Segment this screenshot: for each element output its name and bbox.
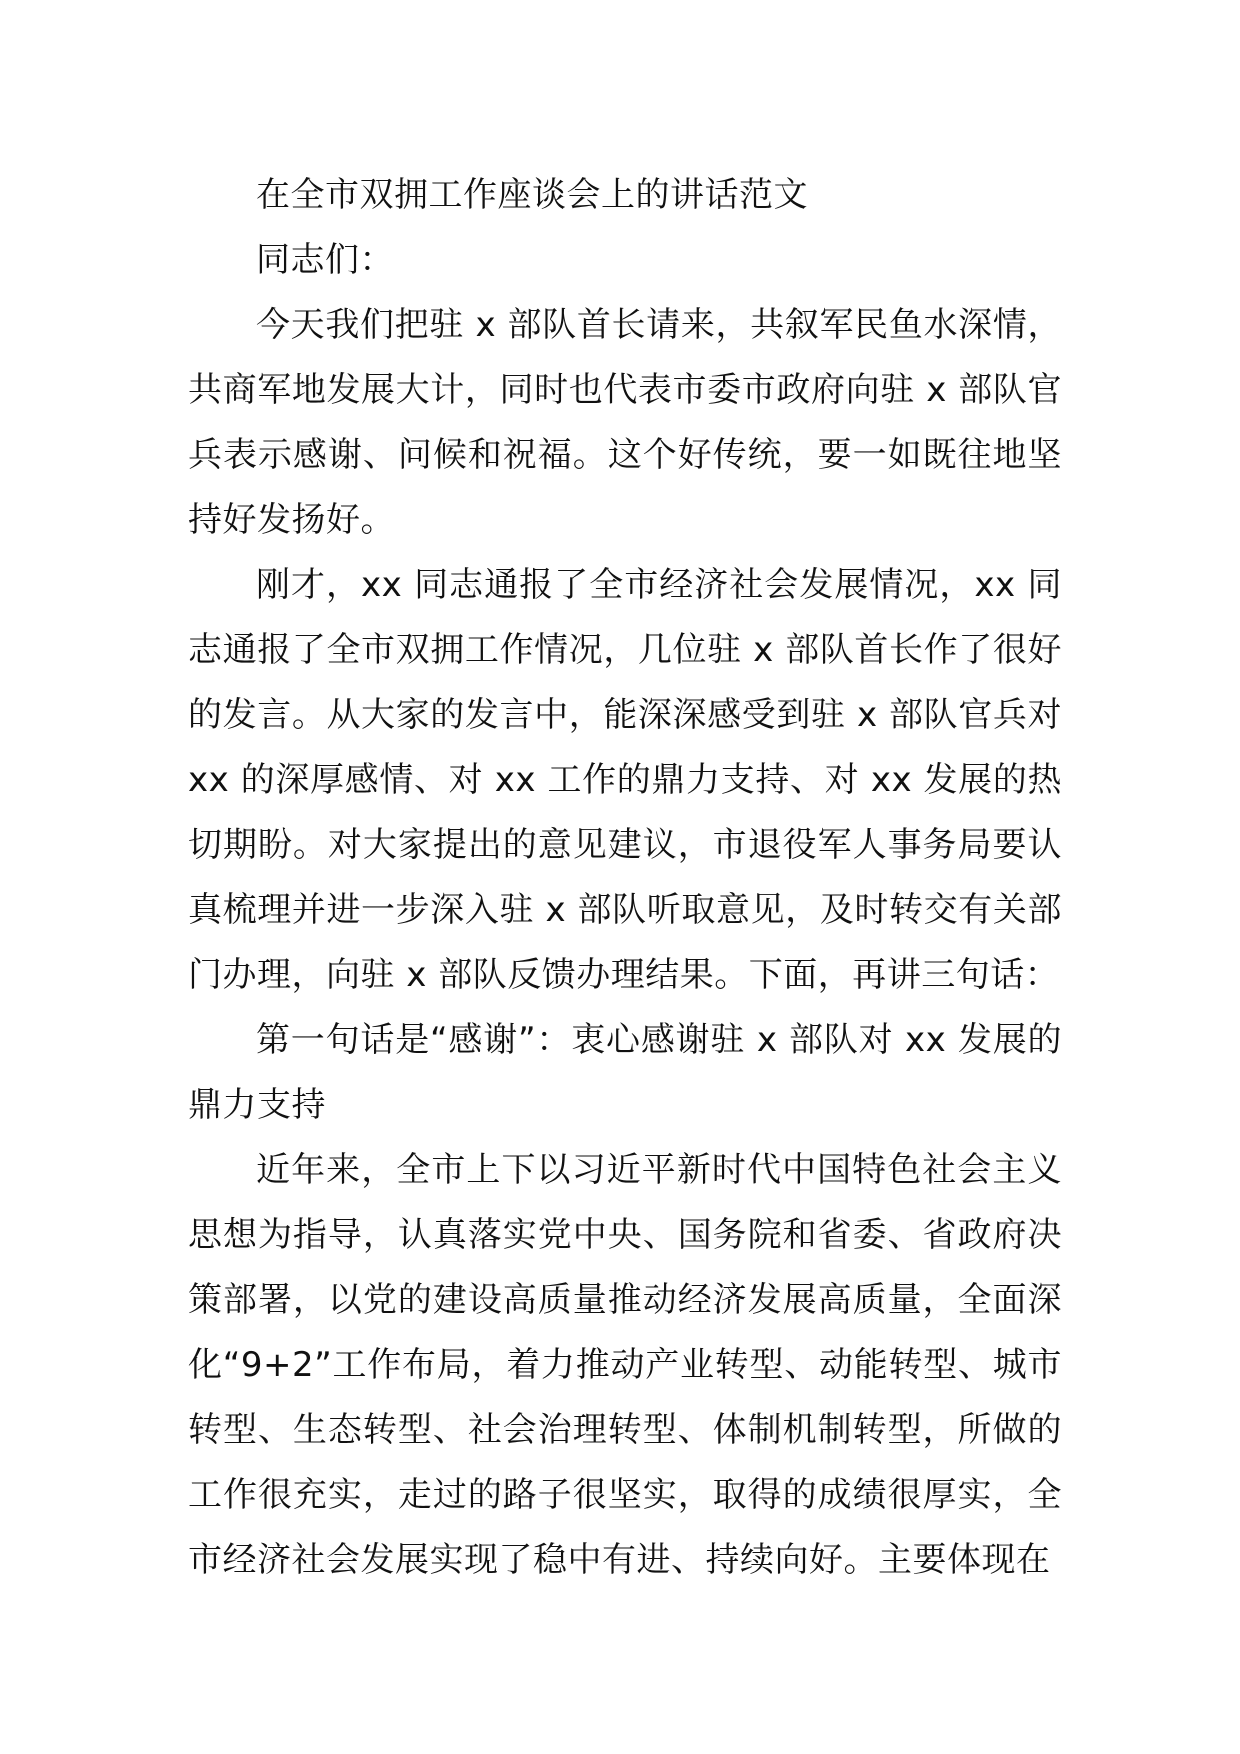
salutation: 同志们： (256, 240, 394, 280)
paragraph: 今天我们把驻 x 部队首长请来，共叙军民鱼水深情，共商军地发展大计，同时也代表市委市政府向驻 x 部队官兵表示感谢、问候和祝福。这个好传统，要一如既往地坚持好发扬好。 (188, 305, 1062, 540)
document-body (188, 163, 1062, 1593)
document-title: 在全市双拥工作座谈会上的讲话范文 (256, 175, 808, 215)
paragraph: 刚才，xx 同志通报了全市经济社会发展情况，xx 同志通报了全市双拥工作情况，几位驻 x 部队首长作了很好的发言。从大家的发言中，能深深感受到驻 x 部队官兵对 xx 的深厚感情、对 xx 工作的鼎力支持、对 xx 发展的热切期盼。对大家提出的意见建议，市退役军人事务局要认真梳理并进一步深入驻 x 部队听取意见，及时转交有关部门办理，向驻 x 部队反馈办理结果。下面，再讲三句话： (188, 565, 1062, 995)
paragraph: 近年来，全市上下以习近平新时代中国特色社会主义思想为指导，认真落实党中央、国务院和省委、省政府决策部署，以党的建设高质量推动经济发展高质量，全面深化“9+2”工作布局，着力推动产业转型、动能转型、城市转型、生态转型、社会治理转型、体制机制转型，所做的工作很充实，走过的路子很坚实，取得的成绩很厚实，全市经济社会发展实现了稳中有进、持续向好。主要体现在 (188, 1150, 1062, 1580)
section-heading: 第一句话是“感谢”：衷心感谢驻 x 部队对 xx 发展的鼎力支持 (188, 1020, 1062, 1125)
